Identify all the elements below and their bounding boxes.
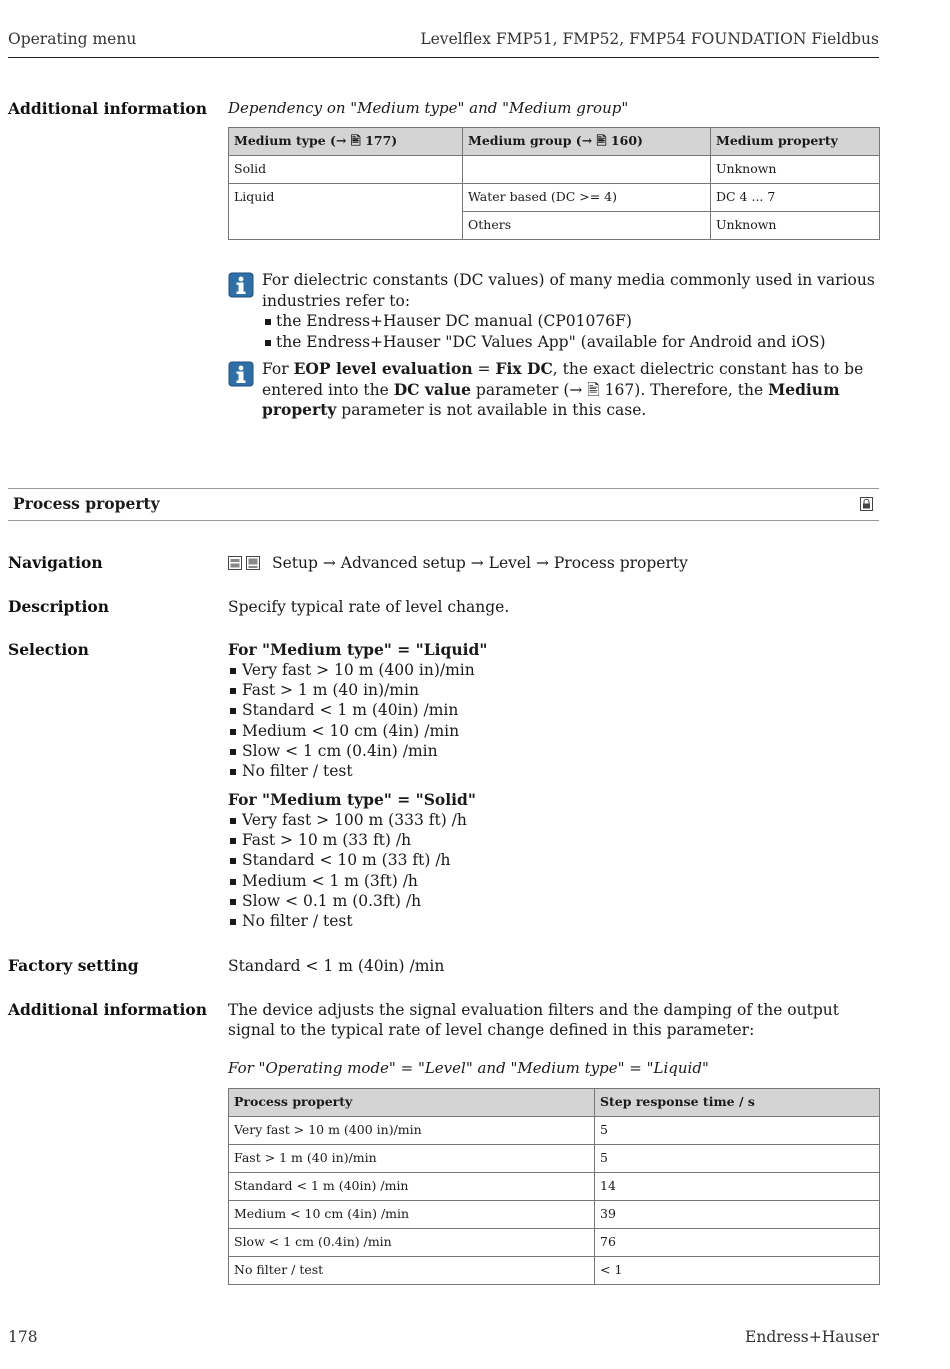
table-row	[229, 156, 880, 184]
parameter-section-bar	[8, 488, 879, 521]
table-row	[229, 184, 880, 212]
navigation-label: Navigation	[8, 553, 103, 572]
additional-info-text: The device adjusts the signal evaluation filters and the damping of the output signal to the typical rate of level change defined in this parameter:	[228, 1001, 839, 1039]
section-title: Process property	[13, 494, 160, 513]
factory-setting-value: Standard < 1 m (40in) /min	[228, 957, 445, 975]
note-text: For dielectric constants (DC values) of many media commonly used in various industries refer to:	[262, 271, 875, 310]
table-cell: 14	[595, 1173, 880, 1201]
table-cell: Medium < 10 cm (4in) /min	[229, 1201, 595, 1229]
running-header-left: Operating menu	[8, 30, 137, 48]
step-response-table	[228, 1088, 880, 1285]
additional-info-label: Additional information	[8, 99, 208, 118]
info-icon	[228, 361, 254, 393]
list-item: the Endress+Hauser DC manual (CP01076F)	[262, 311, 879, 332]
additional-info-label: Additional information	[8, 1000, 208, 1019]
description-label: Description	[8, 597, 110, 616]
running-header-right: Levelflex FMP51, FMP52, FMP54 FOUNDATION Fieldbus	[420, 30, 879, 48]
factory-setting-label: Factory setting	[8, 956, 139, 975]
footer-brand: Endress+Hauser	[745, 1328, 879, 1346]
table-row	[229, 1257, 880, 1285]
lock-icon	[860, 496, 873, 515]
table-cell: No filter / test	[229, 1257, 595, 1285]
header-rule	[8, 57, 879, 58]
table-cell: Solid	[229, 156, 463, 184]
table-header-cell: Process property	[229, 1089, 595, 1117]
navigation-row	[228, 553, 879, 575]
table-header-cell: Medium type (→ 🖹 177)	[229, 128, 463, 156]
table-row	[229, 1173, 880, 1201]
table-cell: Standard < 1 m (40in) /min	[229, 1173, 595, 1201]
table-cell: Very fast > 10 m (400 in)/min	[229, 1117, 595, 1145]
dependency-table	[228, 127, 880, 240]
list-item: Fast > 10 m (33 ft) /h	[228, 830, 879, 850]
info-note-dc-values	[228, 270, 879, 352]
info-note-eop	[228, 359, 879, 421]
table-cell: Unknown	[711, 212, 880, 240]
list-item: Medium < 1 m (3ft) /h	[228, 871, 879, 891]
table-cell: Liquid	[229, 184, 463, 240]
navigation-path: Setup → Advanced setup → Level → Process property	[272, 554, 688, 572]
step-response-caption: For "Operating mode" = "Level" and "Medium type" = "Liquid"	[228, 1059, 709, 1077]
table-cell: < 1	[595, 1257, 880, 1285]
liquid-group-title: For "Medium type" = "Liquid"	[228, 640, 488, 659]
solid-group-title: For "Medium type" = "Solid"	[228, 790, 476, 809]
list-item: Medium < 10 cm (4in) /min	[228, 721, 879, 741]
note-text: For EOP level evaluation = Fix DC, the exact dielectric constant has to be entered into the DC value parameter (→ 🖹 167). Therefore, the Medium property parameter is not available in this case.	[262, 359, 864, 419]
table-cell: 5	[595, 1145, 880, 1173]
table-row	[229, 1229, 880, 1257]
table-cell	[463, 156, 711, 184]
table-header-cell: Step response time / s	[595, 1089, 880, 1117]
table-row	[229, 1201, 880, 1229]
list-item: Slow < 0.1 m (0.3ft) /h	[228, 891, 879, 911]
table-cell: DC 4 ... 7	[711, 184, 880, 212]
table-row	[229, 1117, 880, 1145]
list-item: Standard < 10 m (33 ft) /h	[228, 850, 879, 870]
list-item: Very fast > 100 m (333 ft) /h	[228, 810, 879, 830]
table-header-row	[229, 1089, 880, 1117]
list-item: Very fast > 10 m (400 in)/min	[228, 660, 879, 680]
table-header-cell: Medium group (→ 🖹 160)	[463, 128, 711, 156]
table-header-row	[229, 128, 880, 156]
table-row	[229, 1145, 880, 1173]
table-cell: 39	[595, 1201, 880, 1229]
list-item: Slow < 1 cm (0.4in) /min	[228, 741, 879, 761]
list-item: the Endress+Hauser "DC Values App" (available for Android and iOS)	[262, 332, 879, 353]
info-icon	[228, 272, 254, 304]
selection-label: Selection	[8, 640, 89, 659]
selection-solid-group	[228, 790, 879, 931]
list-item: No filter / test	[228, 911, 879, 931]
table-cell: Fast > 1 m (40 in)/min	[229, 1145, 595, 1173]
list-item: Standard < 1 m (40in) /min	[228, 700, 879, 720]
selection-liquid-group	[228, 640, 879, 781]
page-number: 178	[8, 1328, 38, 1346]
table-cell: Unknown	[711, 156, 880, 184]
description-text: Specify typical rate of level change.	[228, 598, 510, 616]
table-cell: 5	[595, 1117, 880, 1145]
table-cell: 76	[595, 1229, 880, 1257]
table-header-cell: Medium property	[711, 128, 880, 156]
table-cell: Others	[463, 212, 711, 240]
list-item: No filter / test	[228, 761, 879, 781]
table-cell: Water based (DC >= 4)	[463, 184, 711, 212]
list-item: Fast > 1 m (40 in)/min	[228, 680, 879, 700]
dependency-caption: Dependency on "Medium type" and "Medium group"	[228, 99, 629, 117]
navigation-icon	[228, 555, 260, 575]
table-cell: Slow < 1 cm (0.4in) /min	[229, 1229, 595, 1257]
